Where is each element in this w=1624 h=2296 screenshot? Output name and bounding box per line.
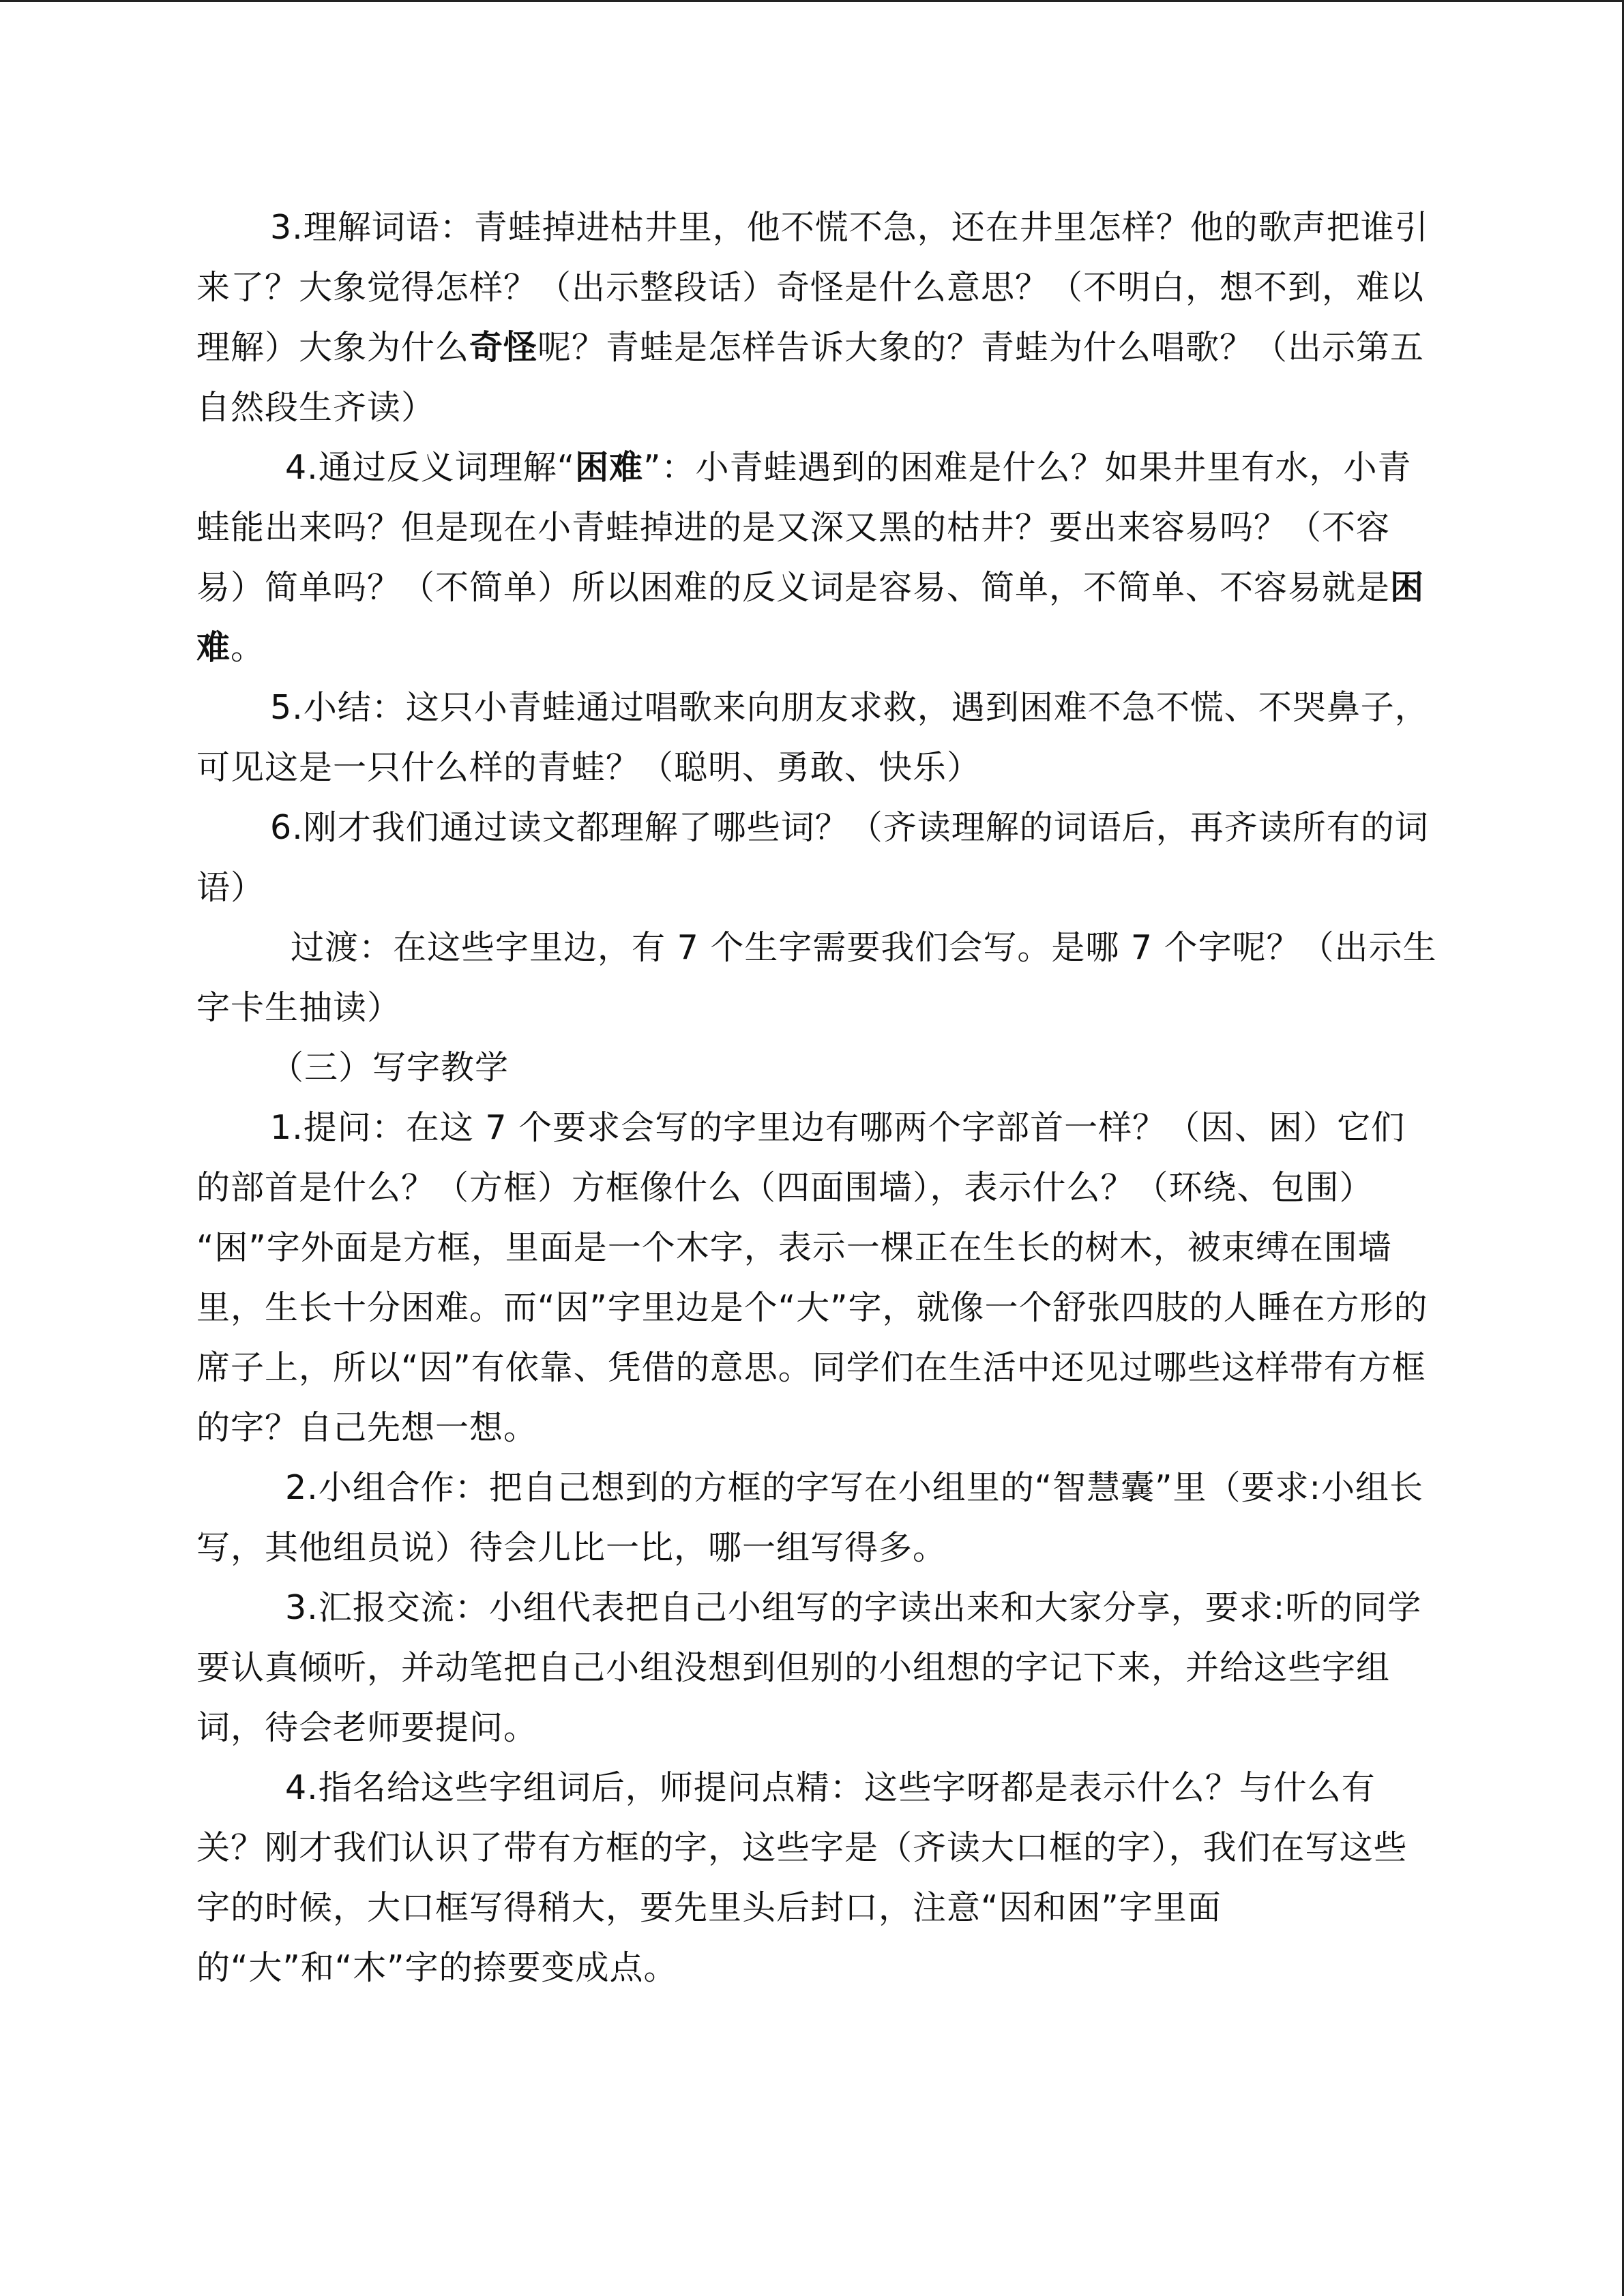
- text-run: 过渡：在这些字里边，有 7 个生字需要我们会写。是哪 7 个字呢？（出示生字卡生抽读）: [196, 928, 1437, 1027]
- paragraph-antonym-difficulty: [196, 438, 1438, 678]
- page-top-border: [0, 0, 1624, 2]
- text-run: 4.指名给这些字组词后，师提问点精：这些字呀都是表示什么？与什么有关？刚才我们认识了带有方框的字，这些字是（齐读大口框的字），我们在写这些字的时候，大口框写得稍大，要先里头后封口，注意“因和困”字里面的“大”和“木”字的捺要变成点。: [196, 1768, 1408, 1987]
- paragraph-understand-words: [196, 198, 1438, 438]
- text-run: ”：小青蛙遇到的困难是什么？如果井里有水，小青蛙能出来吗？但是现在小青蛙掉进的是又深又黑的枯井？要出来容易吗？（不容易）简单吗？（不简单）所以困难的反义词是容易、简单，不简单、不容易就是: [196, 448, 1412, 607]
- text-run: 6.刚才我们通过读文都理解了哪些词？（齐读理解的词语后，再齐读所有的词语）: [196, 808, 1429, 907]
- text-run: （三）写字教学: [270, 1048, 510, 1087]
- bold-term: 奇怪: [469, 328, 538, 367]
- paragraph-transition: [196, 918, 1438, 1038]
- text-run: 。: [231, 628, 265, 667]
- text-run: 呢？青蛙是怎样告诉大象的？青蛙为什么唱歌？（出示第五自然段生齐读）: [196, 328, 1425, 427]
- text-run: 3.汇报交流：小组代表把自己小组写的字读出来和大家分享，要求:听的同学要认真倾听，并动笔把自己小组没想到但别的小组想的字记下来，并给这些字组词，待会老师要提问。: [196, 1588, 1422, 1747]
- text-run: 5.小结：这只小青蛙通过唱歌来向朋友求救，遇到困难不急不慌、不哭鼻子，可见这是一只什么样的青蛙？（聪明、勇敢、快乐）: [196, 688, 1429, 787]
- bold-term: 困难: [196, 568, 1425, 667]
- paragraph-group-work: [196, 1458, 1438, 1578]
- paragraph-teacher-summary: [196, 1758, 1438, 1998]
- bold-term: 困难: [575, 448, 644, 487]
- text-run: 3.理解词语：青蛙掉进枯井里，他不慌不急，还在井里怎样？他的歌声把谁引来了？大象觉得怎样？（出示整段话）奇怪是什么意思？（不明白，想不到，难以理解）大象为什么: [196, 208, 1429, 367]
- text-run: 4.通过反义词理解“: [285, 448, 576, 487]
- document-body: [196, 198, 1438, 1998]
- text-run: 2.小组合作：把自己想到的方框的字写在小组里的“智慧囊”里（要求:小组长写，其他组员说）待会儿比一比，哪一组写得多。: [196, 1468, 1424, 1567]
- paragraph-review-words: [196, 798, 1438, 918]
- section-heading-writing: [196, 1038, 1438, 1098]
- paragraph-summary: [196, 678, 1438, 798]
- paragraph-report-exchange: [196, 1578, 1438, 1758]
- text-run: 1.提问：在这 7 个要求会写的字里边有哪两个字部首一样？（因、困）它们的部首是什么？（方框）方框像什么（四面围墙），表示什么？（环绕、包围） “困”字外面是方框，里面是一个木字，表示一棵正在生长的树木，被束缚在围墙里，生长十分困难。而“因”字里边是个“大”字，就像一个舒张四肢的人睡在方形的席子上，所以“因”有依靠、凭借的意思。同学们在生活中还见过哪些这样带有方框的字？自己先想一想。: [196, 1108, 1428, 1447]
- paragraph-question-radicals: [196, 1098, 1438, 1458]
